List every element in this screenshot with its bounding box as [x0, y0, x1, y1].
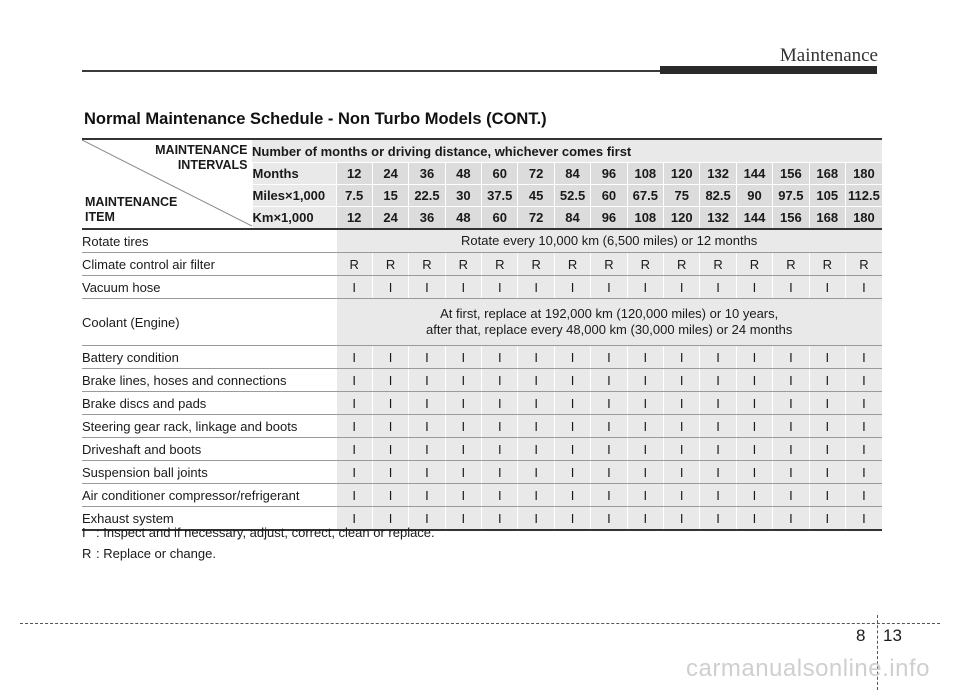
- schedule-cell: R: [664, 253, 700, 276]
- schedule-cell: I: [554, 461, 590, 484]
- header-cell: 48: [445, 163, 481, 185]
- schedule-span-line: after that, replace every 48,000 km (30,000 miles) or 24 months: [426, 322, 793, 337]
- schedule-cell: I: [736, 507, 772, 531]
- table-row: [82, 438, 882, 461]
- maintenance-item-name: Brake lines, hoses and connections: [82, 369, 336, 392]
- schedule-cell: I: [736, 461, 772, 484]
- header-cell: 180: [845, 163, 881, 185]
- schedule-cell: I: [482, 484, 518, 507]
- schedule-cell: R: [445, 253, 481, 276]
- schedule-cell: I: [773, 276, 809, 299]
- schedule-cell: I: [664, 276, 700, 299]
- schedule-cell: I: [845, 438, 881, 461]
- legend-key: I: [82, 525, 86, 540]
- schedule-cell: I: [664, 392, 700, 415]
- schedule-cell: I: [809, 438, 845, 461]
- header-cell: 108: [627, 163, 663, 185]
- schedule-cell: I: [700, 461, 736, 484]
- schedule-cell: I: [518, 484, 554, 507]
- schedule-cell: I: [773, 415, 809, 438]
- schedule-cell: I: [627, 276, 663, 299]
- schedule-cell: I: [809, 346, 845, 369]
- schedule-cell: I: [445, 461, 481, 484]
- schedule-cell: I: [700, 415, 736, 438]
- schedule-cell: I: [700, 369, 736, 392]
- schedule-cell: I: [845, 507, 881, 531]
- header-cell: 156: [773, 207, 809, 230]
- schedule-cell: I: [518, 346, 554, 369]
- header-cell: 90: [736, 185, 772, 207]
- schedule-cell: I: [554, 507, 590, 531]
- header-cell: 96: [591, 207, 627, 230]
- schedule-cell: I: [372, 346, 408, 369]
- schedule-cell: I: [845, 415, 881, 438]
- schedule-cell: I: [336, 392, 372, 415]
- schedule-cell: R: [482, 253, 518, 276]
- schedule-cell: I: [554, 346, 590, 369]
- schedule-cell: I: [700, 507, 736, 531]
- schedule-cell: I: [554, 438, 590, 461]
- maintenance-item-name: Brake discs and pads: [82, 392, 336, 415]
- header-cell: 82.5: [700, 185, 736, 207]
- schedule-cell: I: [591, 438, 627, 461]
- table-row: [82, 461, 882, 484]
- schedule-cell: I: [591, 392, 627, 415]
- header-cell: 96: [591, 163, 627, 185]
- corner-intervals-line2: INTERVALS: [177, 158, 248, 172]
- header-cell: 84: [554, 207, 590, 230]
- schedule-cell: I: [627, 507, 663, 531]
- schedule-cell: I: [736, 484, 772, 507]
- schedule-cell: I: [518, 438, 554, 461]
- schedule-span-cell: [336, 299, 882, 346]
- schedule-cell: I: [482, 438, 518, 461]
- header-cell: 52.5: [554, 185, 590, 207]
- schedule-cell: I: [591, 369, 627, 392]
- schedule-span-cell: Rotate every 10,000 km (6,500 miles) or 12 months: [336, 229, 882, 253]
- header-cell: 12: [336, 163, 372, 185]
- header-cell: 30: [445, 185, 481, 207]
- corner-intervals-label: [155, 143, 247, 173]
- schedule-cell: I: [809, 392, 845, 415]
- maintenance-item-name: Battery condition: [82, 346, 336, 369]
- schedule-cell: I: [554, 415, 590, 438]
- schedule-cell: I: [591, 415, 627, 438]
- schedule-cell: I: [773, 369, 809, 392]
- schedule-cell: I: [445, 369, 481, 392]
- schedule-cell: I: [372, 461, 408, 484]
- schedule-cell: I: [700, 392, 736, 415]
- schedule-cell: I: [627, 392, 663, 415]
- corner-item-line2: ITEM: [85, 210, 115, 224]
- header-cell: 60: [591, 185, 627, 207]
- schedule-cell: I: [809, 484, 845, 507]
- header-rule: [82, 70, 660, 72]
- schedule-cell: R: [627, 253, 663, 276]
- schedule-cell: I: [518, 415, 554, 438]
- schedule-cell: I: [336, 484, 372, 507]
- table-row: [82, 346, 882, 369]
- legend-key: R: [82, 546, 92, 561]
- schedule-cell: I: [409, 415, 445, 438]
- schedule-cell: I: [409, 461, 445, 484]
- table-row: [82, 415, 882, 438]
- schedule-cell: I: [554, 484, 590, 507]
- page-number: 13: [883, 626, 902, 645]
- schedule-cell: I: [591, 507, 627, 531]
- header-cell: 45: [518, 185, 554, 207]
- maintenance-item-name: Driveshaft and boots: [82, 438, 336, 461]
- header-rule-thick: [660, 66, 877, 74]
- legend-text: : Replace or change.: [96, 546, 216, 561]
- schedule-cell: I: [845, 461, 881, 484]
- schedule-cell: I: [372, 438, 408, 461]
- schedule-cell: I: [482, 507, 518, 531]
- schedule-cell: I: [627, 346, 663, 369]
- schedule-cell: I: [445, 415, 481, 438]
- schedule-cell: I: [372, 484, 408, 507]
- header-cell: 60: [482, 207, 518, 230]
- schedule-cell: I: [409, 484, 445, 507]
- schedule-cell: I: [627, 461, 663, 484]
- header-cell: 132: [700, 207, 736, 230]
- schedule-cell: R: [518, 253, 554, 276]
- table-row: [82, 484, 882, 507]
- schedule-cell: I: [518, 392, 554, 415]
- schedule-cell: I: [809, 507, 845, 531]
- header-cell: 24: [372, 207, 408, 230]
- header-cell: 72: [518, 207, 554, 230]
- schedule-cell: I: [518, 276, 554, 299]
- schedule-cell: I: [409, 276, 445, 299]
- schedule-cell: I: [845, 392, 881, 415]
- schedule-cell: I: [664, 461, 700, 484]
- header-cell: 97.5: [773, 185, 809, 207]
- header-cell: 132: [700, 163, 736, 185]
- corner-item-label: [85, 195, 177, 225]
- schedule-cell: I: [736, 392, 772, 415]
- schedule-cell: I: [736, 369, 772, 392]
- schedule-cell: I: [336, 461, 372, 484]
- maintenance-item-name: Vacuum hose: [82, 276, 336, 299]
- schedule-cell: R: [591, 253, 627, 276]
- header-cell: 105: [809, 185, 845, 207]
- schedule-cell: R: [554, 253, 590, 276]
- schedule-cell: I: [336, 346, 372, 369]
- header-cell: 7.5: [336, 185, 372, 207]
- header-cell: 24: [372, 163, 408, 185]
- legend-item-replace: [82, 543, 435, 564]
- schedule-cell: I: [809, 276, 845, 299]
- schedule-cell: I: [518, 507, 554, 531]
- schedule-cell: I: [591, 461, 627, 484]
- schedule-cell: I: [773, 461, 809, 484]
- schedule-cell: I: [409, 346, 445, 369]
- schedule-cell: I: [409, 507, 445, 531]
- schedule-cell: R: [845, 253, 881, 276]
- schedule-cell: R: [773, 253, 809, 276]
- schedule-cell: I: [845, 276, 881, 299]
- maintenance-item-name: Climate control air filter: [82, 253, 336, 276]
- maintenance-item-name: Rotate tires: [82, 229, 336, 253]
- schedule-cell: I: [518, 369, 554, 392]
- schedule-cell: I: [445, 438, 481, 461]
- schedule-cell: I: [845, 484, 881, 507]
- header-cell: 36: [409, 207, 445, 230]
- schedule-cell: I: [700, 438, 736, 461]
- schedule-cell: I: [736, 438, 772, 461]
- schedule-cell: I: [482, 276, 518, 299]
- table-row: [82, 276, 882, 299]
- schedule-cell: I: [372, 415, 408, 438]
- schedule-cell: I: [336, 369, 372, 392]
- schedule-cell: I: [336, 415, 372, 438]
- schedule-cell: I: [518, 461, 554, 484]
- schedule-cell: I: [482, 369, 518, 392]
- schedule-cell: I: [445, 507, 481, 531]
- schedule-cell: I: [554, 392, 590, 415]
- maintenance-item-name: Exhaust system: [82, 507, 336, 531]
- header-cell: 36: [409, 163, 445, 185]
- schedule-cell: I: [773, 484, 809, 507]
- schedule-cell: I: [627, 369, 663, 392]
- schedule-cell: I: [554, 276, 590, 299]
- header-cell: 120: [664, 207, 700, 230]
- schedule-cell: I: [445, 276, 481, 299]
- schedule-cell: I: [627, 415, 663, 438]
- schedule-cell: I: [809, 415, 845, 438]
- schedule-cell: I: [591, 276, 627, 299]
- schedule-cell: I: [445, 392, 481, 415]
- schedule-cell: R: [809, 253, 845, 276]
- schedule-cell: I: [336, 507, 372, 531]
- schedule-cell: I: [664, 346, 700, 369]
- header-cell: 168: [809, 163, 845, 185]
- watermark: carmanualsonline.info: [686, 655, 930, 682]
- schedule-cell: I: [372, 276, 408, 299]
- schedule-cell: I: [664, 484, 700, 507]
- header-cell: 15: [372, 185, 408, 207]
- corner-item-line1: MAINTENANCE: [85, 195, 178, 209]
- legend-item-inspect: [82, 522, 435, 543]
- table-top-header: Number of months or driving distance, whichever comes first: [252, 139, 882, 163]
- schedule-cell: I: [409, 369, 445, 392]
- schedule-cell: I: [482, 346, 518, 369]
- maintenance-item-name: Suspension ball joints: [82, 461, 336, 484]
- legend-text: : Inspect and if necessary, adjust, correct, clean or replace.: [96, 525, 435, 540]
- schedule-cell: I: [627, 484, 663, 507]
- maintenance-item-name: Steering gear rack, linkage and boots: [82, 415, 336, 438]
- schedule-cell: I: [773, 438, 809, 461]
- header-cell: 12: [336, 207, 372, 230]
- schedule-cell: I: [372, 507, 408, 531]
- schedule-cell: I: [809, 461, 845, 484]
- header-cell: 108: [627, 207, 663, 230]
- schedule-cell: I: [736, 415, 772, 438]
- schedule-cell: I: [409, 392, 445, 415]
- header-cell: 156: [773, 163, 809, 185]
- schedule-cell: I: [591, 346, 627, 369]
- schedule-cell: I: [845, 346, 881, 369]
- header-cell: 22.5: [409, 185, 445, 207]
- schedule-cell: I: [372, 392, 408, 415]
- header-row-label: Miles×1,000: [252, 185, 336, 207]
- schedule-cell: I: [736, 276, 772, 299]
- schedule-cell: I: [845, 369, 881, 392]
- table-row: [82, 253, 882, 276]
- schedule-cell: I: [664, 507, 700, 531]
- header-cell: 60: [482, 163, 518, 185]
- schedule-cell: I: [773, 507, 809, 531]
- schedule-cell: R: [409, 253, 445, 276]
- schedule-cell: R: [700, 253, 736, 276]
- schedule-cell: I: [700, 346, 736, 369]
- schedule-cell: R: [336, 253, 372, 276]
- schedule-cell: I: [664, 369, 700, 392]
- maintenance-schedule-table: [82, 138, 882, 531]
- schedule-cell: I: [482, 461, 518, 484]
- schedule-cell: I: [336, 438, 372, 461]
- schedule-cell: I: [664, 438, 700, 461]
- schedule-cell: R: [372, 253, 408, 276]
- table-corner-cell: [82, 139, 252, 229]
- page-title: Normal Maintenance Schedule - Non Turbo Models (CONT.): [84, 110, 547, 128]
- header-cell: 112.5: [845, 185, 881, 207]
- schedule-cell: I: [773, 392, 809, 415]
- header-cell: 180: [845, 207, 881, 230]
- section-header: Maintenance: [779, 45, 878, 66]
- table-row: [82, 369, 882, 392]
- schedule-cell: I: [773, 346, 809, 369]
- schedule-cell: R: [736, 253, 772, 276]
- schedule-cell: I: [627, 438, 663, 461]
- schedule-cell: I: [409, 438, 445, 461]
- schedule-span-line: At first, replace at 192,000 km (120,000 miles) or 10 years,: [440, 306, 779, 321]
- schedule-cell: I: [482, 415, 518, 438]
- header-cell: 72: [518, 163, 554, 185]
- header-cell: 120: [664, 163, 700, 185]
- header-cell: 75: [664, 185, 700, 207]
- header-cell: 144: [736, 207, 772, 230]
- corner-intervals-line1: MAINTENANCE: [155, 143, 248, 157]
- maintenance-item-name: Coolant (Engine): [82, 299, 336, 346]
- schedule-cell: I: [664, 415, 700, 438]
- schedule-cell: I: [700, 484, 736, 507]
- header-cell: 48: [445, 207, 481, 230]
- maintenance-item-name: Air conditioner compressor/refrigerant: [82, 484, 336, 507]
- schedule-cell: I: [445, 484, 481, 507]
- header-cell: 84: [554, 163, 590, 185]
- table-row: [82, 392, 882, 415]
- legend: [82, 522, 435, 564]
- chapter-number: 8: [856, 626, 866, 645]
- schedule-cell: I: [591, 484, 627, 507]
- header-cell: 67.5: [627, 185, 663, 207]
- schedule-cell: I: [700, 276, 736, 299]
- table-row: [82, 229, 882, 253]
- header-cell: 168: [809, 207, 845, 230]
- schedule-cell: I: [809, 369, 845, 392]
- header-row-label: Months: [252, 163, 336, 185]
- header-cell: 37.5: [482, 185, 518, 207]
- footer-dashed-rule: [20, 623, 940, 624]
- table-row: [82, 299, 882, 346]
- schedule-cell: I: [554, 369, 590, 392]
- schedule-cell: I: [372, 369, 408, 392]
- schedule-cell: I: [736, 346, 772, 369]
- header-row-label: Km×1,000: [252, 207, 336, 230]
- schedule-cell: I: [336, 276, 372, 299]
- header-cell: 144: [736, 163, 772, 185]
- schedule-cell: I: [482, 392, 518, 415]
- schedule-cell: I: [445, 346, 481, 369]
